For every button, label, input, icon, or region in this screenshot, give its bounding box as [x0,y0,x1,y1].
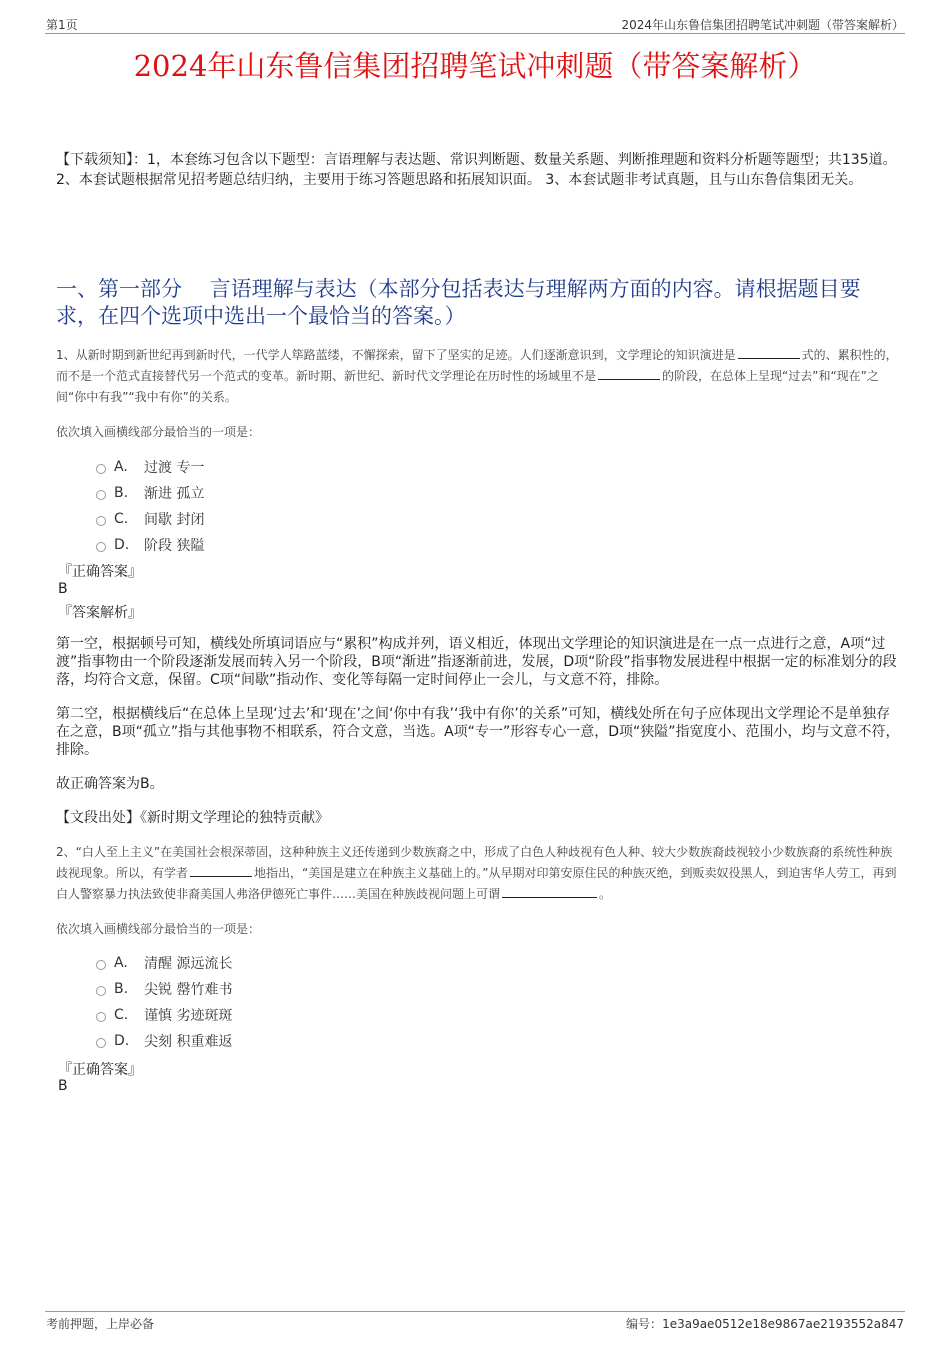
option-text: 过渡 专一 [144,460,205,476]
question-1-text [56,345,901,408]
footer-code [626,1315,904,1332]
option-letter: B. [114,981,129,997]
option-d[interactable] [96,535,204,555]
footer-slogan: 考前押题，上岸必备 [46,1317,155,1331]
radio-icon[interactable] [96,1012,106,1022]
option-b[interactable] [96,483,204,503]
code-label: 编号： [626,1317,663,1331]
option-d[interactable] [96,1031,232,1051]
option-letter: A. [114,459,128,475]
option-letter: D. [114,537,130,553]
question-text: 式的、累积性的，而不是一个范式直接替代另一个范式的变革。新时期、新世纪、新时代文学理论在历时性的场域里不是 [56,348,898,383]
option-letter: C. [114,511,129,527]
download-notice: 【下载须知】：1，本套练习包含以下题型：言语理解与表达题、常识判断题、数量关系题、判断推理题和资料分析题等题型；共135道。 2、本套试题根据常见招考题总结归纳，主要用于练习答题思路和拓展知识面。 3、本套试题非考试真题，且与山东鲁信集团无关。 [56,152,897,188]
code-value: 1e3a9ae0512e18e9867ae2193552a847 [662,1317,904,1331]
option-c[interactable] [96,509,204,529]
analysis-paragraph: 第一空，根据顿号可知，横线处所填词语应与“累积”构成并列，语义相近，体现出文学理论的知识演进是在一点一点进行之意，A项“过渡”指事物由一个阶段逐渐发展而转入另一个阶段，B项“渐进”指逐渐前进，发展，D项“阶段”指事物发展进程中根据一定的标准划分的段落，均符合文意，保留。C项“间歇”指动作、变化等每隔一定时间停止一会儿，与文意不符，排除。 [56,636,897,688]
option-letter: C. [114,1007,129,1023]
option-text: 间歇 封闭 [144,512,205,528]
question-text: 地指出，“美国是建立在种族主义基础上的。”从早期对印第安原住民的种族灭绝，到贩卖奴役黑人，到迫害华人劳工，再到白人警察暴力执法致使非裔美国人弗洛伊德死亡事件……美国在种族歧视问题上可谓 [56,866,897,901]
section-heading: 一、第一部分 言语理解与表达（本部分包括表达与理解两方面的内容。请根据题目要求，在四个选项中选出一个最恰当的答案。） [56,277,861,328]
question-prompt: 依次填入画横线部分最恰当的一项是： [56,922,261,936]
analysis-paragraph: 第二空，根据横线后“在总体上呈现‘过去’和‘现在’之间‘你中有我’‘我中有你’的关系”可知，横线处所在句子应体现出文学理论不是单独存在之意，B项“孤立”指与其他事物不相联系，符合文意，当选。A项“专一”形容专心一意，D项“狭隘”指宽度小、范围小，均与文意不符，排除。 [56,706,900,758]
option-letter: A. [114,955,128,971]
question-text: 1、从新时期到新世纪再到新时代，一代学人筚路蓝缕，不懈探索，留下了坚实的足迹。人们逐渐意识到，文学理论的知识演进是 [56,348,736,362]
correct-answer: B [58,581,68,597]
option-text: 清醒 源远流长 [144,956,233,972]
answer-blank [738,346,800,359]
analysis-conclusion: 故正确答案为B。 [56,776,164,792]
radio-icon[interactable] [96,542,106,552]
answer-blank [502,885,597,898]
question-text: 2、“白人至上主义”在美国社会根深蒂固，这种种族主义还传递到少数族裔之中，形成了白色人种歧视有色人种、较大少数族裔歧视较小少数族裔的系统性种族歧视现象。所以，有学者 [56,845,893,880]
analysis-label: 『答案解析』 [58,605,142,621]
option-a[interactable] [96,457,204,477]
document-title: 2024年山东鲁信集团招聘笔试冲刺题（带答案解析） [133,49,817,83]
option-c[interactable] [96,1005,232,1025]
option-a[interactable] [96,953,232,973]
page-number: 第1页 [46,18,78,32]
option-b[interactable] [96,979,232,999]
radio-icon[interactable] [96,1038,106,1048]
option-text: 阶段 狭隘 [144,538,205,554]
source-citation: 【文段出处】《新时期文学理论的独特贡献》 [56,810,329,826]
answer-blank [598,367,660,380]
option-text: 谨慎 劣迹斑斑 [144,1008,233,1024]
correct-answer-label: 『正确答案』 [58,564,142,580]
header-doc-title: 2024年山东鲁信集团招聘笔试冲刺题（带答案解析） [621,18,904,32]
footer-divider [45,1311,905,1312]
option-text: 渐进 孤立 [144,486,205,502]
radio-icon[interactable] [96,986,106,996]
answer-blank [190,864,252,877]
option-letter: B. [114,485,129,501]
option-letter: D. [114,1033,130,1049]
radio-icon[interactable] [96,490,106,500]
question-2-text [56,842,901,905]
correct-answer-label: 『正确答案』 [58,1062,142,1078]
option-text: 尖锐 罄竹难书 [144,982,233,998]
radio-icon[interactable] [96,960,106,970]
question-text: 。 [599,887,612,901]
radio-icon[interactable] [96,464,106,474]
option-text: 尖刻 积重难返 [144,1034,233,1050]
radio-icon[interactable] [96,516,106,526]
question-text: 的阶段，在总体上呈现“过去”和“现在”之间“你中有我”“我中有你”的关系。 [56,369,879,404]
question-prompt: 依次填入画横线部分最恰当的一项是： [56,425,261,439]
header-divider [45,33,905,34]
correct-answer: B [58,1078,68,1094]
